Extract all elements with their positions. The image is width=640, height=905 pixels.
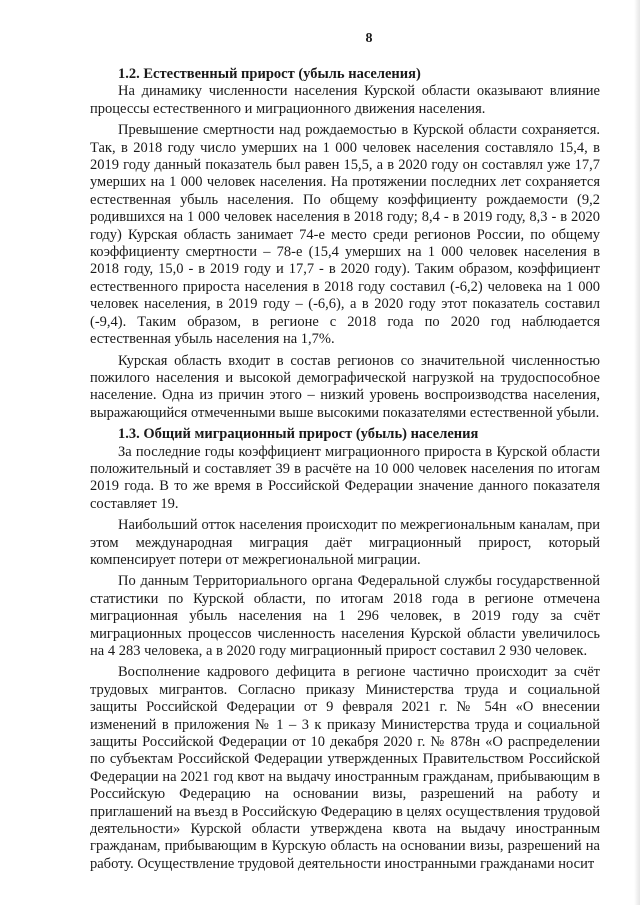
- paragraph: Восполнение кадрового дефицита в регионе частично происходит за счёт трудовых мигрантов. Согласно приказу Министерства труда и социальной защиты Российской Федерации от 9 февраля 2021 г. № 54н «О внесении изменений в приложения № 1 – 3 к приказу Министерства труда и социальной защиты Российской Федерации от 10 декабря 2020 г. № 878н «О распределении по субъектам Российской Федерации утвержденных Правительством Российской Федерации на 2021 год квот на выдачу иностранным гражданам, прибывающим в Российскую Федерацию на основании визы, разрешений на работу и приглашений на въезд в Российскую Федерацию в целях осуществления трудовой деятельности» Курской области утверждена квота на выдачу иностранным гражданам, прибывающим в Курскую область на основании визы, разрешений на работу. Осуществление трудовой деятельности иностранными гражданами носит: [90, 664, 600, 872]
- paragraph: Наибольший отток населения происходит по межрегиональным каналам, при этом международная миграция даёт миграционный прирост, который компенсирует потери от межрегиональной миграции.: [90, 517, 600, 568]
- paragraph: По данным Территориального органа Федеральной службы государственной статистики по Курской области, по итогам 2018 года в регионе отмечена миграционная убыль населения на 1 296 человек, в 2019 году за счёт миграционных процессов численность населения Курской области увеличилось на 4 283 человека, а в 2020 году миграционный прирост составил 2 930 человек.: [90, 573, 600, 659]
- page-number: 8: [365, 31, 373, 46]
- paragraph: Превышение смертности над рождаемостью в Курской области сохраняется. Так, в 2018 году число умерших на 1 000 человек населения составляло 15,4, в 2019 году данный показатель был равен 15,5, а в 2020 году он составлял уже 17,7 умерших на 1 000 человек населения. На протяжении последних лет сохраняется естественная убыль населения. По общему коэффициенту рождаемости (9,2 родившихся на 1 000 человек населения в 2018 году; 8,4 - в 2019 году, 8,3 - в 2020 году) Курская область занимает 74-е место среди регионов России, по общему коэффициенту смертности – 78-е (15,4 умерших на 1 000 человек населения в 2018 году, 15,0 - в 2019 году и 17,7 - в 2020 году). Таким образом, коэффициент естественного прироста населения в 2018 году составил (-6,2) человека на 1 000 человек населения, в 2019 году – (-6,6), а в 2020 году этот показатель составил (-9,4). Таким образом, в регионе с 2018 года по 2020 год наблюдается естественная убыль населения на 1,7%.: [90, 122, 600, 348]
- section-heading-natural-growth: 1.2. Естественный прирост (убыль населения): [118, 66, 421, 82]
- paragraph: На динамику численности населения Курской области оказывают влияние процессы естественного и миграционного движения населения.: [90, 83, 600, 117]
- paragraph: За последние годы коэффициент миграционного прироста в Курской области положительный и составляет 39 в расчёте на 10 000 человек населения по итогам 2019 года. В то же время в Российской Федерации значение данного показателя составляет 19.: [90, 443, 600, 512]
- paragraph: Курская область входит в состав регионов со значительной численностью пожилого населения и высокой демографической нагрузкой на трудоспособное население. Одна из причин этого – низкий уровень воспроизводства населения, выражающийся отмеченными выше высокими показателями естественной убыли.: [90, 352, 600, 421]
- page-edge-shadow: [634, 0, 640, 905]
- section-heading-migration: 1.3. Общий миграционный прирост (убыль) населения: [118, 426, 479, 443]
